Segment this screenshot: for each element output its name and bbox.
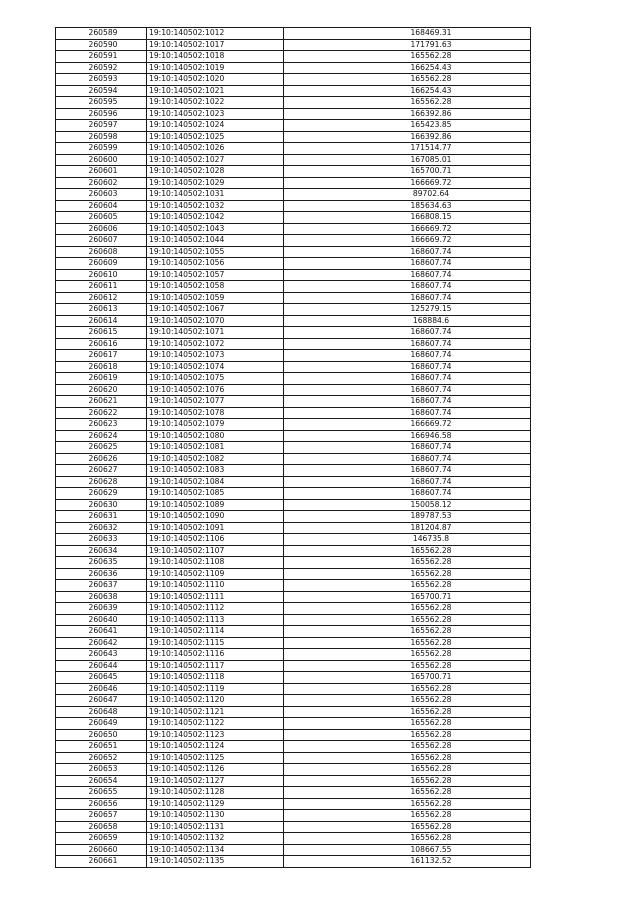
value-cell: 166392.86 — [284, 131, 531, 143]
value-cell: 189787.53 — [284, 511, 531, 523]
table-row — [56, 856, 531, 868]
value-cell: 165562.28 — [284, 798, 531, 810]
value-cell: 165562.28 — [284, 74, 531, 86]
cadastral-number-cell: 19:10:140502:1055 — [147, 246, 284, 258]
cadastral-number-cell: 19:10:140502:1079 — [147, 419, 284, 431]
value-cell: 165562.28 — [284, 649, 531, 661]
row-number-cell: 260657 — [56, 810, 147, 822]
table-row — [56, 189, 531, 201]
table-row — [56, 108, 531, 120]
row-number-cell: 260601 — [56, 166, 147, 178]
row-number-cell: 260593 — [56, 74, 147, 86]
cadastral-number-cell: 19:10:140502:1127 — [147, 775, 284, 787]
table-row — [56, 683, 531, 695]
cadastral-number-cell: 19:10:140502:1032 — [147, 200, 284, 212]
value-cell: 165562.28 — [284, 718, 531, 730]
cadastral-number-cell: 19:10:140502:1020 — [147, 74, 284, 86]
table-row — [56, 465, 531, 477]
cadastral-number-cell: 19:10:140502:1090 — [147, 511, 284, 523]
cadastral-number-cell: 19:10:140502:1077 — [147, 396, 284, 408]
row-number-cell: 260607 — [56, 235, 147, 247]
value-cell: 166808.15 — [284, 212, 531, 224]
value-cell: 168607.74 — [284, 269, 531, 281]
row-number-cell: 260658 — [56, 821, 147, 833]
cadastral-number-cell: 19:10:140502:1076 — [147, 384, 284, 396]
table-row — [56, 499, 531, 511]
row-number-cell: 260611 — [56, 281, 147, 293]
row-number-cell: 260630 — [56, 499, 147, 511]
table-row — [56, 28, 531, 40]
cadastral-number-cell: 19:10:140502:1128 — [147, 787, 284, 799]
table-row — [56, 281, 531, 293]
cadastral-number-cell: 19:10:140502:1124 — [147, 741, 284, 753]
table-row — [56, 729, 531, 741]
table-row — [56, 143, 531, 155]
value-cell: 165562.28 — [284, 729, 531, 741]
row-number-cell: 260638 — [56, 591, 147, 603]
row-number-cell: 260645 — [56, 672, 147, 684]
row-number-cell: 260651 — [56, 741, 147, 753]
cadastral-number-cell: 19:10:140502:1131 — [147, 821, 284, 833]
value-cell: 168607.74 — [284, 246, 531, 258]
table-row — [56, 361, 531, 373]
row-number-cell: 260591 — [56, 51, 147, 63]
row-number-cell: 260659 — [56, 833, 147, 845]
cadastral-number-cell: 19:10:140502:1074 — [147, 361, 284, 373]
value-cell: 150058.12 — [284, 499, 531, 511]
row-number-cell: 260627 — [56, 465, 147, 477]
value-cell: 166669.72 — [284, 177, 531, 189]
table-row — [56, 407, 531, 419]
table-row — [56, 373, 531, 385]
cadastral-number-cell: 19:10:140502:1056 — [147, 258, 284, 270]
cadastral-number-cell: 19:10:140502:1044 — [147, 235, 284, 247]
table-row — [56, 453, 531, 465]
table-row — [56, 775, 531, 787]
row-number-cell: 260653 — [56, 764, 147, 776]
row-number-cell: 260605 — [56, 212, 147, 224]
row-number-cell: 260624 — [56, 430, 147, 442]
cadastral-number-cell: 19:10:140502:1012 — [147, 28, 284, 40]
cadastral-number-cell: 19:10:140502:1112 — [147, 603, 284, 615]
cadastral-number-cell: 19:10:140502:1072 — [147, 338, 284, 350]
value-cell: 165700.71 — [284, 672, 531, 684]
value-cell: 108667.55 — [284, 844, 531, 856]
row-number-cell: 260647 — [56, 695, 147, 707]
value-cell: 161132.52 — [284, 856, 531, 868]
table-row — [56, 396, 531, 408]
value-cell: 165562.28 — [284, 580, 531, 592]
row-number-cell: 260617 — [56, 350, 147, 362]
row-number-cell: 260656 — [56, 798, 147, 810]
table-row — [56, 258, 531, 270]
row-number-cell: 260623 — [56, 419, 147, 431]
cadastral-number-cell: 19:10:140502:1081 — [147, 442, 284, 454]
cadastral-number-cell: 19:10:140502:1117 — [147, 660, 284, 672]
row-number-cell: 260603 — [56, 189, 147, 201]
value-cell: 165562.28 — [284, 810, 531, 822]
cadastral-number-cell: 19:10:140502:1084 — [147, 476, 284, 488]
table-row — [56, 200, 531, 212]
table-row — [56, 787, 531, 799]
value-cell: 166669.72 — [284, 235, 531, 247]
cadastral-number-cell: 19:10:140502:1080 — [147, 430, 284, 442]
value-cell: 146735.8 — [284, 534, 531, 546]
row-number-cell: 260648 — [56, 706, 147, 718]
row-number-cell: 260595 — [56, 97, 147, 109]
table-row — [56, 327, 531, 339]
table-row — [56, 649, 531, 661]
table-row — [56, 580, 531, 592]
row-number-cell: 260620 — [56, 384, 147, 396]
cadastral-number-cell: 19:10:140502:1085 — [147, 488, 284, 500]
cadastral-number-cell: 19:10:140502:1125 — [147, 752, 284, 764]
row-number-cell: 260636 — [56, 568, 147, 580]
table-row — [56, 557, 531, 569]
table-row — [56, 488, 531, 500]
value-cell: 166254.43 — [284, 62, 531, 74]
row-number-cell: 260637 — [56, 580, 147, 592]
table-row — [56, 545, 531, 557]
cadastral-number-cell: 19:10:140502:1121 — [147, 706, 284, 718]
cadastral-number-cell: 19:10:140502:1132 — [147, 833, 284, 845]
value-cell: 168607.74 — [284, 384, 531, 396]
cadastral-number-cell: 19:10:140502:1110 — [147, 580, 284, 592]
value-cell: 168607.74 — [284, 350, 531, 362]
cadastral-number-cell: 19:10:140502:1116 — [147, 649, 284, 661]
table-row — [56, 246, 531, 258]
cadastral-number-cell: 19:10:140502:1122 — [147, 718, 284, 730]
value-cell: 171791.63 — [284, 39, 531, 51]
table-row — [56, 51, 531, 63]
value-cell: 166392.86 — [284, 108, 531, 120]
value-cell: 168607.74 — [284, 338, 531, 350]
cadastral-number-cell: 19:10:140502:1028 — [147, 166, 284, 178]
cadastral-number-cell: 19:10:140502:1108 — [147, 557, 284, 569]
row-number-cell: 260639 — [56, 603, 147, 615]
value-cell: 165562.28 — [284, 695, 531, 707]
table-row — [56, 212, 531, 224]
table-row — [56, 476, 531, 488]
table-row — [56, 752, 531, 764]
cadastral-number-cell: 19:10:140502:1109 — [147, 568, 284, 580]
row-number-cell: 260612 — [56, 292, 147, 304]
row-number-cell: 260619 — [56, 373, 147, 385]
value-cell: 168607.74 — [284, 442, 531, 454]
table-row — [56, 798, 531, 810]
cadastral-number-cell: 19:10:140502:1042 — [147, 212, 284, 224]
cadastral-number-cell: 19:10:140502:1120 — [147, 695, 284, 707]
value-cell: 168469.31 — [284, 28, 531, 40]
row-number-cell: 260654 — [56, 775, 147, 787]
value-cell: 165562.28 — [284, 51, 531, 63]
table-row — [56, 419, 531, 431]
row-number-cell: 260660 — [56, 844, 147, 856]
row-number-cell: 260652 — [56, 752, 147, 764]
value-cell: 185634.63 — [284, 200, 531, 212]
value-cell: 165562.28 — [284, 637, 531, 649]
row-number-cell: 260628 — [56, 476, 147, 488]
cadastral-number-cell: 19:10:140502:1022 — [147, 97, 284, 109]
cadastral-number-cell: 19:10:140502:1059 — [147, 292, 284, 304]
value-cell: 165423.85 — [284, 120, 531, 132]
row-number-cell: 260635 — [56, 557, 147, 569]
cadastral-number-cell: 19:10:140502:1130 — [147, 810, 284, 822]
value-cell: 168607.74 — [284, 361, 531, 373]
value-cell: 165562.28 — [284, 741, 531, 753]
value-cell: 166669.72 — [284, 223, 531, 235]
table-row — [56, 442, 531, 454]
table-row — [56, 292, 531, 304]
table-row — [56, 660, 531, 672]
row-number-cell: 260597 — [56, 120, 147, 132]
table-row — [56, 39, 531, 51]
value-cell: 168884.6 — [284, 315, 531, 327]
cadastral-number-cell: 19:10:140502:1119 — [147, 683, 284, 695]
row-number-cell: 260634 — [56, 545, 147, 557]
cadastral-number-cell: 19:10:140502:1058 — [147, 281, 284, 293]
table-row — [56, 304, 531, 316]
table-row — [56, 764, 531, 776]
cadastral-number-cell: 19:10:140502:1083 — [147, 465, 284, 477]
table-row — [56, 511, 531, 523]
row-number-cell: 260594 — [56, 85, 147, 97]
row-number-cell: 260650 — [56, 729, 147, 741]
table-row — [56, 603, 531, 615]
row-number-cell: 260613 — [56, 304, 147, 316]
table-row — [56, 522, 531, 534]
value-cell: 165562.28 — [284, 626, 531, 638]
value-cell: 181204.87 — [284, 522, 531, 534]
cadastral-number-cell: 19:10:140502:1089 — [147, 499, 284, 511]
row-number-cell: 260615 — [56, 327, 147, 339]
table-row — [56, 177, 531, 189]
table-row — [56, 833, 531, 845]
cadastral-number-cell: 19:10:140502:1018 — [147, 51, 284, 63]
value-cell: 168607.74 — [284, 453, 531, 465]
table-row — [56, 534, 531, 546]
cadastral-number-cell: 19:10:140502:1135 — [147, 856, 284, 868]
cadastral-number-cell: 19:10:140502:1067 — [147, 304, 284, 316]
row-number-cell: 260649 — [56, 718, 147, 730]
table-row — [56, 695, 531, 707]
cadastral-number-cell: 19:10:140502:1025 — [147, 131, 284, 143]
value-cell: 165562.28 — [284, 603, 531, 615]
value-cell: 165562.28 — [284, 833, 531, 845]
row-number-cell: 260614 — [56, 315, 147, 327]
row-number-cell: 260633 — [56, 534, 147, 546]
value-cell: 168607.74 — [284, 465, 531, 477]
row-number-cell: 260602 — [56, 177, 147, 189]
value-cell: 168607.74 — [284, 396, 531, 408]
row-number-cell: 260596 — [56, 108, 147, 120]
value-cell: 168607.74 — [284, 258, 531, 270]
cadastral-number-cell: 19:10:140502:1107 — [147, 545, 284, 557]
row-number-cell: 260632 — [56, 522, 147, 534]
value-cell: 168607.74 — [284, 373, 531, 385]
value-cell: 168607.74 — [284, 488, 531, 500]
row-number-cell: 260618 — [56, 361, 147, 373]
row-number-cell: 260640 — [56, 614, 147, 626]
cadastral-number-cell: 19:10:140502:1111 — [147, 591, 284, 603]
value-cell: 167085.01 — [284, 154, 531, 166]
value-cell: 165562.28 — [284, 787, 531, 799]
value-cell: 165562.28 — [284, 568, 531, 580]
cadastral-number-cell: 19:10:140502:1029 — [147, 177, 284, 189]
cadastral-number-cell: 19:10:140502:1129 — [147, 798, 284, 810]
value-cell: 168607.74 — [284, 407, 531, 419]
table-row — [56, 154, 531, 166]
row-number-cell: 260606 — [56, 223, 147, 235]
value-cell: 89702.64 — [284, 189, 531, 201]
table-row — [56, 706, 531, 718]
row-number-cell: 260643 — [56, 649, 147, 661]
value-cell: 168607.74 — [284, 281, 531, 293]
value-cell: 166254.43 — [284, 85, 531, 97]
table-row — [56, 62, 531, 74]
table-row — [56, 637, 531, 649]
row-number-cell: 260604 — [56, 200, 147, 212]
value-cell: 165562.28 — [284, 614, 531, 626]
value-cell: 165562.28 — [284, 545, 531, 557]
table-row — [56, 85, 531, 97]
row-number-cell: 260655 — [56, 787, 147, 799]
table-row — [56, 120, 531, 132]
row-number-cell: 260592 — [56, 62, 147, 74]
data-table — [55, 27, 531, 868]
cadastral-number-cell: 19:10:140502:1073 — [147, 350, 284, 362]
row-number-cell: 260626 — [56, 453, 147, 465]
cadastral-number-cell: 19:10:140502:1057 — [147, 269, 284, 281]
row-number-cell: 260608 — [56, 246, 147, 258]
row-number-cell: 260642 — [56, 637, 147, 649]
cadastral-number-cell: 19:10:140502:1075 — [147, 373, 284, 385]
row-number-cell: 260646 — [56, 683, 147, 695]
value-cell: 165562.28 — [284, 660, 531, 672]
cadastral-number-cell: 19:10:140502:1082 — [147, 453, 284, 465]
cadastral-number-cell: 19:10:140502:1134 — [147, 844, 284, 856]
row-number-cell: 260598 — [56, 131, 147, 143]
row-number-cell: 260661 — [56, 856, 147, 868]
table-row — [56, 350, 531, 362]
row-number-cell: 260644 — [56, 660, 147, 672]
cadastral-number-cell: 19:10:140502:1019 — [147, 62, 284, 74]
table-row — [56, 821, 531, 833]
row-number-cell: 260589 — [56, 28, 147, 40]
cadastral-number-cell: 19:10:140502:1031 — [147, 189, 284, 201]
value-cell: 165700.71 — [284, 166, 531, 178]
table-row — [56, 672, 531, 684]
value-cell: 165562.28 — [284, 821, 531, 833]
value-cell: 166946.58 — [284, 430, 531, 442]
value-cell: 165562.28 — [284, 775, 531, 787]
row-number-cell: 260600 — [56, 154, 147, 166]
value-cell: 165562.28 — [284, 557, 531, 569]
table-row — [56, 166, 531, 178]
row-number-cell: 260609 — [56, 258, 147, 270]
cadastral-number-cell: 19:10:140502:1024 — [147, 120, 284, 132]
value-cell: 166669.72 — [284, 419, 531, 431]
table-row — [56, 626, 531, 638]
value-cell: 165562.28 — [284, 97, 531, 109]
table-row — [56, 614, 531, 626]
cadastral-number-cell: 19:10:140502:1114 — [147, 626, 284, 638]
value-cell: 168607.74 — [284, 476, 531, 488]
cadastral-number-cell: 19:10:140502:1115 — [147, 637, 284, 649]
cadastral-number-cell: 19:10:140502:1106 — [147, 534, 284, 546]
table-row — [56, 338, 531, 350]
value-cell: 168607.74 — [284, 327, 531, 339]
row-number-cell: 260590 — [56, 39, 147, 51]
table-row — [56, 315, 531, 327]
table-row — [56, 810, 531, 822]
cadastral-number-cell: 19:10:140502:1070 — [147, 315, 284, 327]
table-row — [56, 74, 531, 86]
table-row — [56, 235, 531, 247]
table-row — [56, 718, 531, 730]
table-row — [56, 97, 531, 109]
value-cell: 125279.15 — [284, 304, 531, 316]
row-number-cell: 260629 — [56, 488, 147, 500]
table-row — [56, 131, 531, 143]
table-row — [56, 223, 531, 235]
cadastral-number-cell: 19:10:140502:1126 — [147, 764, 284, 776]
table-row — [56, 430, 531, 442]
row-number-cell: 260631 — [56, 511, 147, 523]
table-row — [56, 384, 531, 396]
table-body — [56, 28, 531, 868]
table-row — [56, 741, 531, 753]
cadastral-number-cell: 19:10:140502:1043 — [147, 223, 284, 235]
cadastral-number-cell: 19:10:140502:1078 — [147, 407, 284, 419]
row-number-cell: 260641 — [56, 626, 147, 638]
cadastral-number-cell: 19:10:140502:1113 — [147, 614, 284, 626]
cadastral-number-cell: 19:10:140502:1071 — [147, 327, 284, 339]
cadastral-number-cell: 19:10:140502:1021 — [147, 85, 284, 97]
cadastral-number-cell: 19:10:140502:1118 — [147, 672, 284, 684]
table-row — [56, 591, 531, 603]
value-cell: 165562.28 — [284, 706, 531, 718]
cadastral-number-cell: 19:10:140502:1023 — [147, 108, 284, 120]
cadastral-number-cell: 19:10:140502:1026 — [147, 143, 284, 155]
value-cell: 171514.77 — [284, 143, 531, 155]
table-row — [56, 844, 531, 856]
table-row — [56, 568, 531, 580]
cadastral-number-cell: 19:10:140502:1091 — [147, 522, 284, 534]
row-number-cell: 260625 — [56, 442, 147, 454]
row-number-cell: 260622 — [56, 407, 147, 419]
value-cell: 165562.28 — [284, 764, 531, 776]
row-number-cell: 260610 — [56, 269, 147, 281]
table-row — [56, 269, 531, 281]
row-number-cell: 260599 — [56, 143, 147, 155]
cadastral-number-cell: 19:10:140502:1027 — [147, 154, 284, 166]
value-cell: 168607.74 — [284, 292, 531, 304]
value-cell: 165700.71 — [284, 591, 531, 603]
cadastral-number-cell: 19:10:140502:1017 — [147, 39, 284, 51]
value-cell: 165562.28 — [284, 752, 531, 764]
row-number-cell: 260616 — [56, 338, 147, 350]
value-cell: 165562.28 — [284, 683, 531, 695]
row-number-cell: 260621 — [56, 396, 147, 408]
cadastral-number-cell: 19:10:140502:1123 — [147, 729, 284, 741]
